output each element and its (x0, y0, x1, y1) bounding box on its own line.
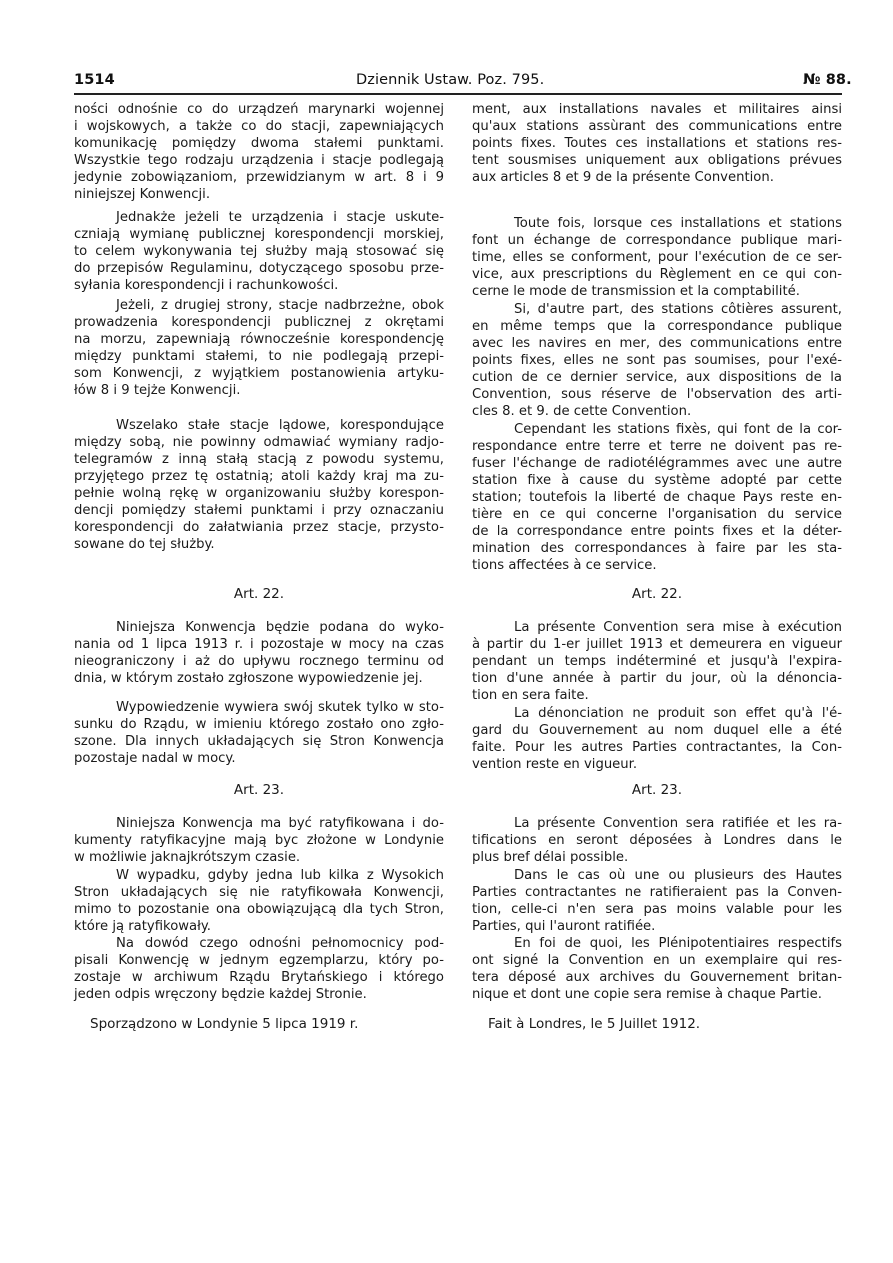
french-paragraph-line: vice, aux prescriptions du Règlement en ce qui con- (472, 267, 842, 282)
polish-paragraph-line: Jeżeli, z drugiej strony, stacje nadbrzeżne, obok (116, 298, 444, 313)
french-paragraph-line: tions affectées à ce service. (472, 558, 657, 573)
french-paragraph-line: gard du Gouvernement au nom duquel elle a été (472, 723, 842, 738)
french-paragraph-line: ment, aux installations navales et militaires ainsi (472, 102, 842, 117)
french-paragraph-line: tion en sera faite. (472, 688, 589, 703)
polish-paragraph-line: mimo to pozostanie ona obowiązującą dla tych Stron, (74, 902, 444, 917)
polish-paragraph-line: sunku do Rządu, w imieniu którego zostało ono zgło- (74, 717, 444, 732)
issue-number: № 88. (803, 72, 852, 88)
french-paragraph-line: Si, d'autre part, des stations côtières assurent, (514, 302, 842, 317)
french-paragraph-line: La présente Convention sera mise à exécution (514, 620, 842, 635)
french-paragraph-line: nique et dont une copie sera remise à chaque Partie. (472, 987, 822, 1002)
polish-closing-line: Sporządzono w Londynie 5 lipca 1919 r. (90, 1016, 359, 1032)
polish-paragraph-line: łów 8 i 9 tejże Konwencji. (74, 383, 241, 398)
french-paragraph-line: station; toutefois la liberté de chaque Pays reste en- (472, 490, 842, 505)
polish-paragraph-line: komunikację pomiędzy dwoma stałemi punktami. (74, 136, 444, 151)
polish-paragraph-line: nieograniczony i aż do upływu rocznego terminu od (74, 654, 444, 669)
polish-paragraph-line: Stron układających się nie ratyfikowała Konwencji, (74, 885, 444, 900)
french-paragraph-line: respondance entre terre et terre ne doivent pas re- (472, 439, 842, 454)
french-paragraph-line: cles 8. et 9. de cette Convention. (472, 404, 692, 419)
french-paragraph-line: time, elles se conforment, pour l'exécution de ce ser- (472, 250, 842, 265)
polish-paragraph-line: do przepisów Regulaminu, dotyczącego sposobu prze- (74, 261, 444, 276)
french-paragraph-line: Toute fois, lorsque ces installations et stations (514, 216, 842, 231)
polish-paragraph-line: Niniejsza Konwencja będzie podana do wyko- (116, 620, 444, 635)
polish-paragraph-line: w możliwie jaknajkrótszym czasie. (74, 850, 301, 865)
french-paragraph-line: La présente Convention sera ratifiée et les ra- (514, 816, 842, 831)
french-paragraph-line: tera déposé aux archives du Gouvernement britan- (472, 970, 842, 985)
french-paragraph-line: Dans le cas où une ou plusieurs des Hautes (514, 868, 842, 883)
french-paragraph-line: pendant un temps indéterminé et jusqu'à l'expira- (472, 654, 842, 669)
french-paragraph-line: tifications en seront déposées à Londres dans le (472, 833, 842, 848)
polish-paragraph-line: pisali Konwencję w jednym egzemplarzu, który po- (74, 953, 444, 968)
polish-paragraph-line: i wojskowych, a także co do stacji, zapewniających (74, 119, 444, 134)
polish-paragraph-line: telegramów z inną stałą stacją z powodu systemu, (74, 452, 444, 467)
polish-paragraph-line: szone. Dla innych układających się Stron Konwencja (74, 734, 444, 749)
french-paragraph-line: plus bref délai possible. (472, 850, 629, 865)
french-paragraph-line: vention reste en vigueur. (472, 757, 638, 772)
polish-paragraph-line: dnia, w którym zostało zgłoszone wypowiedzenie jej. (74, 671, 423, 686)
french-paragraph-line: font un échange de correspondance publique mari- (472, 233, 842, 248)
polish-paragraph-line: przyjętego przez tę ostatnią; atoli każdy kraj ma zu- (74, 469, 444, 484)
french-closing-line: Fait à Londres, le 5 Juillet 1912. (488, 1016, 701, 1032)
polish-paragraph-line: syłania korespondencji i rachunkowości. (74, 278, 339, 293)
french-paragraph-line: faite. Pour les autres Parties contractantes, la Con- (472, 740, 842, 755)
french-paragraph-line: Convention, sous réserve de l'observation des arti- (472, 387, 842, 402)
polish-paragraph-line: ności odnośnie co do urządzeń marynarki wojennej (74, 102, 444, 117)
french-paragraph-line: qu'aux stations assùrant des communications entre (472, 119, 842, 134)
polish-paragraph-line: korespondencji do załatwiania przez stacje, przysto- (74, 520, 444, 535)
polish-paragraph-line: Wypowiedzenie wywiera swój skutek tylko w sto- (116, 700, 444, 715)
polish-paragraph-line: Wszystkie tego rodzaju urządzenia i stacje podlegają (74, 153, 444, 168)
french-paragraph-line: points fixes, elles ne sont pas soumises, pour l'exé- (472, 353, 842, 368)
polish-paragraph-line: prowadzenia korespondencji publicznej z okrętami (74, 315, 444, 330)
page-number: 1514 (74, 72, 115, 88)
polish-paragraph-line: czniają wymianę publicznej korespondencji morskiej, (74, 227, 444, 242)
french-paragraph-line: tent sousmises uniquement aux obligations prévues (472, 153, 842, 168)
french-paragraph-line: cerne le mode de transmission et la comptabilité. (472, 284, 800, 299)
french-paragraph-line: ont signé la Convention en un exemplaire qui res- (472, 953, 842, 968)
header-rule (74, 93, 842, 95)
polish-paragraph-line: Wszelako stałe stacje lądowe, korespondujące (116, 418, 444, 433)
french-article-heading: Art. 23. (631, 782, 683, 798)
french-paragraph-line: mination des correspondances à faire par les sta- (472, 541, 842, 556)
polish-paragraph-line: które ją ratyfikowały. (74, 919, 211, 934)
polish-paragraph-line: sowane do tej służby. (74, 537, 215, 552)
french-paragraph-line: Parties contractantes ne ratifieraient pas la Conven- (472, 885, 842, 900)
french-paragraph-line: de la correspondance entre points fixes et la déter- (472, 524, 842, 539)
french-paragraph-line: Cependant les stations fixès, qui font de la cor- (514, 422, 842, 437)
french-paragraph-line: station fixe à cause du système adopté par cette (472, 473, 842, 488)
french-paragraph-line: en même temps que la correspondance publique (472, 319, 842, 334)
polish-paragraph-line: Jednakże jeżeli te urządzenia i stacje uskute- (116, 210, 444, 225)
polish-paragraph-line: W wypadku, gdyby jedna lub kilka z Wysokich (116, 868, 444, 883)
polish-paragraph-line: zostaje w archiwum Rządu Brytańskiego i którego (74, 970, 444, 985)
journal-title: Dziennik Ustaw. Poz. 795. (356, 72, 545, 88)
french-article-heading: Art. 22. (631, 586, 683, 602)
french-paragraph-line: cution de ce dernier service, aux dispositions de la (472, 370, 842, 385)
french-paragraph-line: tion d'une année à partir du jour, où la dénoncia- (472, 671, 842, 686)
polish-paragraph-line: Na dowód czego odnośni pełnomocnicy pod- (116, 936, 444, 951)
polish-paragraph-line: pełnie wolną rękę w organizowaniu służby korespon- (74, 486, 444, 501)
polish-paragraph-line: som Konwencji, z wyjątkiem postanowienia artyku- (74, 366, 444, 381)
polish-article-heading: Art. 23. (233, 782, 285, 798)
french-paragraph-line: avec les navires en mer, des communications entre (472, 336, 842, 351)
polish-paragraph-line: na morzu, zapewniają równocześnie korespondencję (74, 332, 444, 347)
polish-paragraph-line: między punktami stałemi, to nie podlegają przepi- (74, 349, 444, 364)
polish-paragraph-line: to celem wykonywania tej służby mają stosować się (74, 244, 444, 259)
french-paragraph-line: tion, celle-ci n'en sera pas moins valable pour les (472, 902, 842, 917)
polish-paragraph-line: kumenty ratyfikacyjne mają byc złożone w Londynie (74, 833, 444, 848)
polish-paragraph-line: jedynie zobowiązaniom, przewidzianym w art. 8 i 9 (74, 170, 444, 185)
polish-paragraph-line: nania od 1 lipca 1913 r. i pozostaje w mocy na czas (74, 637, 444, 652)
french-paragraph-line: fuser l'échange de radiotélégrammes avec une autre (472, 456, 842, 471)
polish-paragraph-line: niniejszej Konwencji. (74, 187, 211, 202)
french-paragraph-line: à partir du 1-er juillet 1913 et demeurera en vigueur (472, 637, 842, 652)
polish-article-heading: Art. 22. (233, 586, 285, 602)
polish-paragraph-line: jeden odpis wręczony będzie każdej Stronie. (74, 987, 367, 1002)
polish-paragraph-line: dencji pomiędzy stałemi punktami i przy oznaczaniu (74, 503, 444, 518)
polish-paragraph-line: Niniejsza Konwencja ma być ratyfikowana i do- (116, 816, 444, 831)
polish-paragraph-line: między sobą, nie powinny odmawiać wymiany radjo- (74, 435, 444, 450)
french-paragraph-line: La dénonciation ne produit son effet qu'à l'é- (514, 706, 842, 721)
french-paragraph-line: tière en ce qui concerne l'organisation du service (472, 507, 842, 522)
french-paragraph-line: points fixes. Toutes ces installations et stations res- (472, 136, 842, 151)
french-paragraph-line: Parties, qui l'auront ratifiée. (472, 919, 656, 934)
polish-paragraph-line: pozostaje nadal w mocy. (74, 751, 236, 766)
french-paragraph-line: En foi de quoi, les Plénipotentiaires respectifs (514, 936, 842, 951)
french-paragraph-line: aux articles 8 et 9 de la présente Convention. (472, 170, 774, 185)
